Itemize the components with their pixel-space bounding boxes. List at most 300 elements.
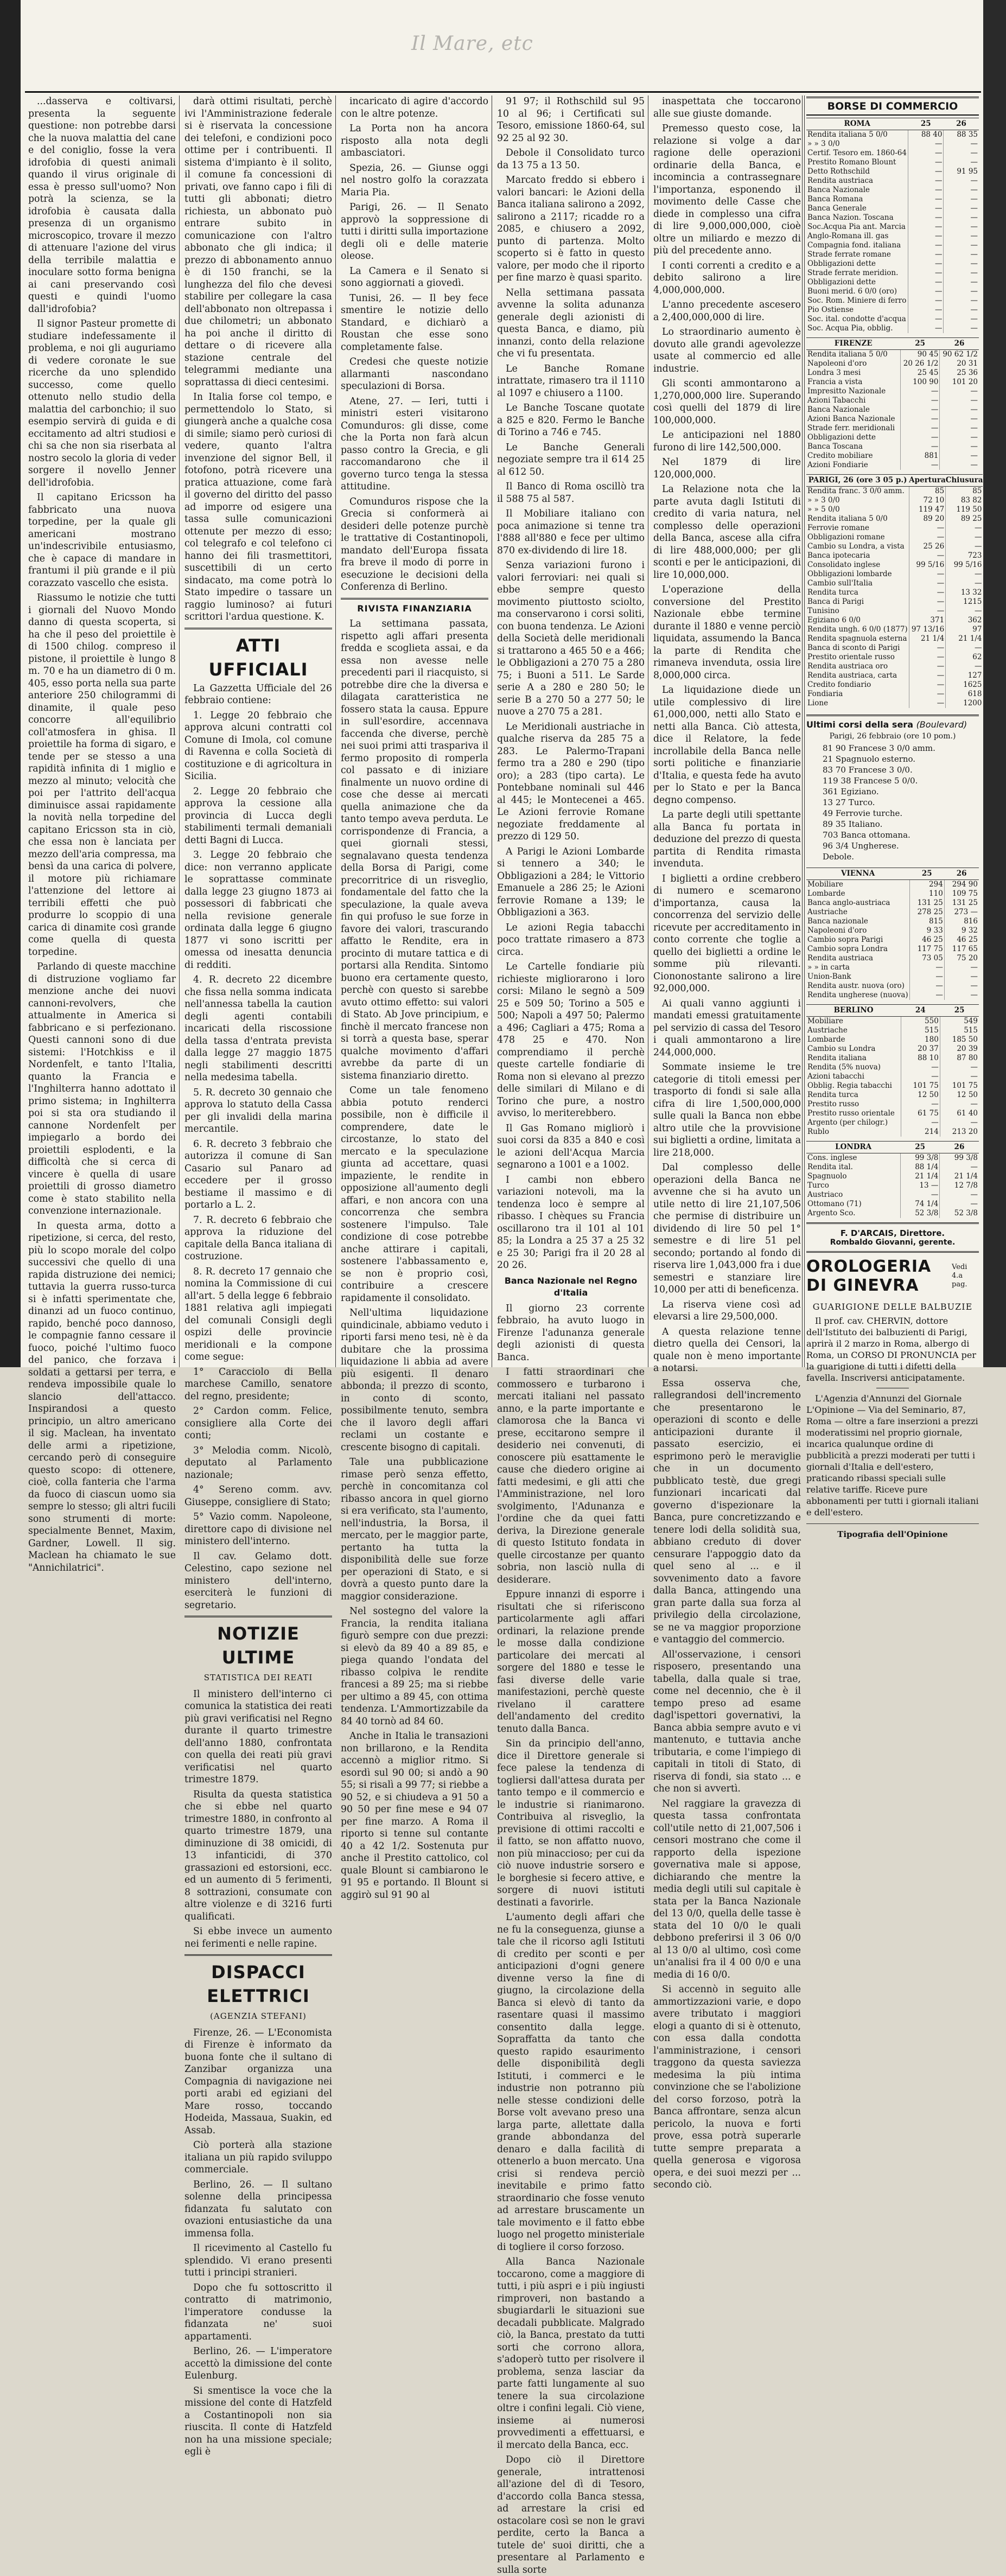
quote-value: — — [944, 241, 979, 250]
berlino-table — [806, 1004, 979, 1137]
quote-value: — — [944, 232, 979, 241]
article-paragraph: Riassumo le notizie che tutti i giornali del Nuovo Mondo danno di questa scoperta, si ha che il peso del proiettile è di 1500 chilog. compreso il pistone, il proiettile è lungo 8 m. 70 e ha un diametro di 0 m. 405, esso porta nella sua parte anteriore 250 chilogrammi di dinamite, il quale peso concorre all'equilibrio coll'atmosfera in ghisa. Il proiettile ha forma di sigaro, e tende per se stesso a una rapidità infinita di 1 miglio e mezzo al minuto; velocità che poi per l'attrito dell'acqua diminuisce assai rapidamente la novità nella torpedine del capitano Ericsson sta in ciò, che essa non è lanciata per mezzo dell'aria compressa, ma bensì da una carica di polvere, il motore più richiamare l'attenzione del lettore ai terribili effetti che può produrre lo scoppio di una carica di dinamite così grande come quella di questa torpedine. — [28, 592, 176, 958]
quote-value: 46 25 — [944, 935, 979, 945]
security-name: Argento Sco. — [806, 1209, 900, 1218]
quote-value: 185 50 — [940, 1035, 979, 1044]
security-name: Austriaco — [806, 1190, 900, 1200]
agenzia-stefani-subheading: (AGENZIA STEFANI) — [184, 2010, 332, 2023]
quote-value: 9 33 — [909, 926, 944, 935]
quote-value: 214 — [901, 1127, 940, 1137]
banca-paragraph: La liquidazione diede un utile complessivo di lire 61,000,000, netti allo Stato e netti alla Banca. Ciò attesta, dice il Relatore, la fede incrollabile della Banca nelle sorti politiche e finanziarie d'Italia, e questa fede ha avuto per lo Stato e per la Banca degno compenso. — [653, 684, 801, 806]
quote-value: — — [944, 213, 979, 222]
security-name: Lombarde — [806, 889, 909, 898]
security-name: Cambio su Londra — [806, 1044, 901, 1054]
market-row — [806, 186, 979, 195]
ultimi-corsi-heading — [806, 715, 979, 730]
atti-item: 2° Cardon comm. Felice, consigliere alla Corte dei conti; — [184, 1405, 332, 1442]
market-row — [806, 981, 979, 991]
market-row — [806, 1109, 979, 1118]
quote-value: — — [908, 324, 944, 333]
security-name: Soc. ital. condotte d'acqua — [806, 315, 908, 324]
quote-value: — — [908, 232, 944, 241]
security-name: Austriache — [806, 1026, 901, 1035]
banca-paragraph: La Relazione nota che la parte avuta dagli Istituti di credito di varia natura, nel complesso delle operazioni della Banca, ascese alla cifra di lire 488,000,000; per gli sconti e per le anticipazioni, di lire 10,000,000. — [653, 483, 801, 581]
dispatch-paragraph: incaricato di agire d'accordo con le altre potenze. — [341, 95, 488, 120]
security-name: Cambio sopra Londra — [806, 945, 909, 954]
security-name: Soc. Acqua Pia, obblig. — [806, 324, 908, 333]
quote-value: 12 50 — [940, 1091, 979, 1100]
quote-value: — — [908, 204, 944, 213]
security-name: Rendita italiana 5 0/0 — [806, 350, 900, 360]
market-row — [806, 315, 979, 324]
banca-paragraph: Ai quali vanno aggiunti i mandati emessi gratuitamente pel servizio di cassa del Tesoro i quali ammontarono a lire 244,000,000. — [653, 998, 801, 1059]
balbuzie-ad — [806, 1302, 979, 1539]
quote-value: — — [900, 433, 940, 442]
market-row — [806, 415, 979, 424]
quote-value: 83 82 — [946, 496, 983, 505]
security-name: Cons. inglese — [806, 1153, 900, 1163]
quote-value: 515 — [901, 1026, 940, 1035]
quote-value: 61 75 — [901, 1109, 940, 1118]
quote-value: 127 — [946, 671, 983, 680]
market-row — [806, 1100, 979, 1109]
security-name: Mobiliare — [806, 1017, 901, 1026]
quote-value: — — [900, 387, 940, 396]
quote-value: — — [900, 405, 940, 415]
quote-value: — — [946, 643, 983, 653]
parigi-table — [806, 474, 983, 708]
banca-paragraph: inaspettata che toccarono alle sue giuste domande. — [653, 95, 801, 120]
quote-value: — — [908, 241, 944, 250]
security-name: Pio Ostiense — [806, 305, 908, 315]
atti-item: 4. R. decreto 22 dicembre che fissa nella somma indicata nell'annessa tabella la caution degli agenti contabili incaricati della riscossione della tassa d'entrata prevista dalla legge 27 maggio 1875 negli stabilimenti descritti nella medesima tabella. — [184, 974, 332, 1084]
quote-value: 119 50 — [946, 505, 983, 514]
security-name: Prestito russo orientale — [806, 1109, 901, 1118]
security-name: Austriache — [806, 908, 909, 917]
market-row — [806, 588, 983, 597]
quote-value: — — [940, 451, 979, 461]
quote-value: — — [908, 195, 944, 204]
quote-value: — — [944, 981, 979, 991]
quote-value: 294 — [909, 880, 944, 890]
quote-value: 273 — — [944, 908, 979, 917]
borse-heading: BORSE DI COMMERCIO — [806, 97, 979, 116]
atti-item: 6. R. decreto 3 febbraio che autorizza il comune di San Casario sul Panaro ad eccedere per il grosso bestiame il massimo e di portarlo a L. 2. — [184, 1138, 332, 1212]
market-header-row — [806, 118, 979, 130]
londra-table — [806, 1141, 979, 1218]
market-row — [806, 1181, 979, 1190]
quote-value: — — [940, 396, 979, 405]
article-paragraph: darà ottimi risultati, perchè ivi l'Amministrazione federale si è riservata la concessione dei telefoni, e condizioni poco ottime per i contribuenti. Il sistema d'impianto è il solito, il comune fa concessioni di privati, ove fanno capo i fili di tutti gli abbonati; dietro richiesta, un abbonato può entrare subito in comunicazione con l'altro abbonato che gli indica; il prezzo di abbonamento annuo è di 150 franchi, se la lunghezza del filo che devesi stabilire per collegare la casa dell'abbonato non oltrepassa i due chilometri; un abbonato ha poi anche il diritto di dettare o di ricevere alla stazione centrale del telegrammi mediante una soprattassa di dieci centesimi. — [184, 95, 332, 388]
market-row — [806, 954, 979, 963]
banca-paragraph: La parte degli utili spettante alla Banca fu portata in deduzione del prezzo di questa partita di Rendita rimasta invenduta. — [653, 809, 801, 870]
market-row — [806, 167, 979, 176]
security-name: Napoleoni d'oro — [806, 926, 909, 935]
market-city: ROMA — [806, 118, 908, 130]
article-paragraph: ...dasserva e coltivarsi, presenta la seguente questione: non potrebbe darsi che la nuova malattia del cane e del coniglio, fosse la vera idrofobia di questi animali quando il virus originale di essa è presso sull'uomo? Non potrà la scienza, se la idrofobia è causata dalla presenza di un organismo microscopico, trovare il mezzo di attenuare l'azione del virus della terribile malattia e inoculare sotto forma benigna ai cani preservando così questi e quindi l'uomo dall'idrofobia? — [28, 95, 176, 315]
column-divider — [179, 95, 180, 1367]
quote-value: — — [944, 278, 979, 287]
column-divider — [804, 95, 805, 1367]
atti-item: 7. R. decreto 6 febbraio che approva la riduzione del capitale della Banca italiana di costruzione. — [184, 1214, 332, 1263]
quote-value: — — [946, 542, 983, 551]
column-divider — [802, 95, 803, 1367]
market-header-row — [806, 1005, 979, 1017]
quote-value: — — [908, 259, 944, 269]
quote-value: — — [944, 222, 979, 232]
banca-paragraph: Lo straordinario aumento è dovuto alle grandi agevolezze usate al commercio ed alle industrie. — [653, 326, 801, 375]
ultimi-row: 81 90 Francese 3 0/0 amm. — [823, 743, 979, 754]
quote-value: 25 45 — [900, 368, 940, 378]
quote-value: 12 7/8 — [940, 1181, 979, 1190]
market-city: LONDRA — [806, 1142, 900, 1153]
market-row — [806, 1209, 979, 1218]
banca-paragraph: Sommate insieme le tre categorie di titoli emessi per trasporto di fondi si sale alla cifra di lire 1,500,000,000 sulle quali la Banca non ebbe altro utile che la provvisione sui biglietti a ordine, limitata a lire 218,000. — [653, 1061, 801, 1159]
agenzia-text: L'Agenzia d'Annunzi del Giornale L'Opinione — Via del Seminario, 87, Roma — oltre a fare inserzioni a prezzi moderatissimi nel proprio giornale, incarica qualunque ordine di pubblicità a prezzi moderati per tutti i giornali d'Italia e dell'estero, praticando ribassi speciali sulle relative tariffe. Riceve pure abbonamenti per tutti i giornali italiani e dell'estero. — [806, 1393, 979, 1518]
quote-value: 1200 — [946, 699, 983, 708]
market-row — [806, 1081, 979, 1091]
quote-value: — — [944, 139, 979, 149]
banca-paragraph: Nel 1879 di lire 120,000,000. — [653, 456, 801, 481]
rivista-paragraph: Le Meridionali austriache in qualche riserva da 285 75 a 283. Le Palermo-Trapani fermo tra a 280 e 290 (tipo oro); a 283 (tipo carta). Le Pontebbane nominali sul 446 al 445; le Montecenei a 465. Le Azioni ferrovie Romane negoziate freddamente al prezzo di 129 50. — [497, 721, 645, 843]
quote-value: 90 45 — [900, 350, 940, 360]
security-name: Buoni merid. 6 0/0 (oro) — [806, 287, 908, 296]
security-name: Rendita (5% nuova) — [806, 1063, 901, 1072]
security-name: Rendita austriaca oro — [806, 662, 909, 671]
market-row — [806, 579, 983, 588]
quote-value: 723 — [946, 551, 983, 560]
security-name: Anglo-Romana ill. gas — [806, 232, 908, 241]
quote-value: — — [909, 972, 944, 981]
quote-value: 75 20 — [944, 954, 979, 963]
quote-value: 62 — [946, 653, 983, 662]
atti-intro: La Gazzetta Ufficiale del 26 febbraio contiene: — [184, 683, 332, 707]
market-row — [806, 442, 979, 451]
quote-value: 550 — [901, 1017, 940, 1026]
banca-paragraph: L'anno precedente ascesero a 2,400,000,000 di lire. — [653, 299, 801, 323]
rivista-paragraph: Il Gas Romano migliorò i suoi corsi da 835 a 840 e così le azioni dell'Acqua Marcia segnarono a 1001 e a 1002. — [497, 1123, 645, 1171]
banca-paragraph: Premesso questo cose, la relazione si volge a dar ragione delle operazioni ordinarie della Banca, e incomincia a contrassegnare l'importanza, esponendo il movimento delle Casse che diede in complesso una cifra di lire 9,000,000,000, cioè oltre un miliardo e mezzo di più del precedente anno. — [653, 123, 801, 257]
quote-value: — — [909, 588, 946, 597]
quote-value: 119 47 — [909, 505, 946, 514]
security-name: Rendita ital. — [806, 1163, 900, 1172]
market-row — [806, 1172, 979, 1181]
security-name: Banca Nazion. Toscana — [806, 213, 908, 222]
banca-nazionale-paragraphs — [497, 1303, 645, 2576]
security-name: Azioni tabacchi — [806, 1072, 901, 1081]
security-name: Rendita italiana 5 0/0 — [806, 130, 908, 140]
banca-paragraph: A questa relazione tenne dietro quella dei Censori, la quale non è meno importante a notarsi. — [653, 1326, 801, 1375]
market-row — [806, 232, 979, 241]
quote-value: 46 25 — [909, 935, 944, 945]
rivista-paragraph: Nella settimana passata avvenne la solita adunanza generale degli azionisti di questa Banca, e diamo, più innanzi, conto della relazione che vi fu presentata. — [497, 287, 645, 360]
dispatch-paragraph: Credesi che queste notizie allarmanti nascondano speculazioni di Borsa. — [341, 356, 488, 393]
market-row — [806, 1072, 979, 1081]
banca-paragraph: All'osservazione, i censori risposero, presentando una tabella, dalla quale si trae, come nel decennio, che è il tempo preso ad esame dagl'ispettori governativi, la Banca abbia sempre avuto e vi mantenuto, e tuttavia anche tributaria, e come l'impiego di capitali in titoli di Stato, di riserva di fondi, sia stato ... e che non si avvertì. — [653, 1649, 801, 1795]
quote-value: 52 3/8 — [940, 1209, 979, 1218]
dispatch-paragraph: Atene, 27. — Ieri, tutti i ministri esteri visitarono Comunduros: gli disse, come che la Porta non farà alcun passo contro la Grecia, e gli raccomandarono che il governo turco tenga la stessa attitudine. — [341, 396, 488, 493]
security-name: Certif. Tesoro em. 1860-64 — [806, 149, 908, 158]
quote-value: — — [944, 287, 979, 296]
quote-value: — — [908, 213, 944, 222]
quote-value: — — [946, 579, 983, 588]
market-header-row — [806, 338, 979, 350]
header-rule — [25, 91, 981, 93]
atti-item: 1. Legge 20 febbraio che approva alcuni contratti col Comune di Imola, col comune di Ravenna e colla Società di costituzione e di agricoltura in Sicilia. — [184, 710, 332, 783]
security-name: Banca nazionale — [806, 917, 909, 926]
quote-value: — — [940, 415, 979, 424]
security-name: Banca di Parigi — [806, 597, 909, 607]
market-row — [806, 259, 979, 269]
quote-value: — — [940, 433, 979, 442]
market-row — [806, 1118, 979, 1127]
banca-paragraph: Alla Banca Nazionale toccarono, come a maggiore di tutti, i più aspri e i più ingiusti rimproveri, non bastando a sbugiardarli le situazioni sue decadali pubblicate. Malgrado ciò, la Banca, prestato da tutti sorti che corrono allora, s'adoperò tutto per risolvere il problema, senza lasciar da parte fatti lungamente al suo tenere la sua circolazione oltre i confini legali. Ciò viene, insieme ai numerosi provvedimenti a effettuarsi, e il mercato della Banca, ecc. — [497, 2256, 645, 2451]
column-1-paragraphs — [28, 95, 176, 1574]
notizie-paragraph: Risulta da questa statistica che si ebbe nel quarto trimestre 1880, in confronto al quarto trimestre 1879, una diminuzione di 38 omicidi, di 13 infanticidi, di 370 grassazioni ed estorsioni, ecc. ed un aumento di 5 ferimenti, 8 sottrazioni, consumate con altre violenze e di 3216 furti qualificati. — [184, 1789, 332, 1923]
column-4-paragraphs — [497, 95, 645, 1272]
quote-value: 117 65 — [944, 945, 979, 954]
quote-value: — — [900, 442, 940, 451]
market-row — [806, 514, 983, 524]
market-date: 25 — [908, 118, 944, 130]
quote-value: — — [909, 524, 946, 533]
security-name: Prestito russo — [806, 1100, 901, 1109]
quote-value: 109 75 — [944, 889, 979, 898]
market-row — [806, 278, 979, 287]
market-date: 25 — [900, 1142, 940, 1153]
quote-value: — — [908, 315, 944, 324]
market-row — [806, 542, 983, 551]
security-name: Rendita italiana — [806, 1054, 901, 1063]
quote-value: 131 25 — [944, 898, 979, 908]
quote-value: — — [940, 424, 979, 433]
ultimi-row: 21 Spagnuolo esterno. — [823, 754, 979, 764]
security-name: Prestito orientale russo — [806, 653, 909, 662]
ultimi-title: Ultimi corsi della sera — [806, 719, 913, 730]
dispacci-heading: DISPACCI ELETTRICI — [184, 1954, 332, 2008]
quote-value: 101 75 — [901, 1081, 940, 1091]
security-name: Fondiaria — [806, 690, 909, 699]
rivista-finanziaria-heading: RIVISTA FINANZIARIA — [341, 598, 488, 615]
quote-value: — — [940, 1100, 979, 1109]
dispatch-paragraph: Tunisi, 26. — Il bey fece smentire le notizie dello Standard, e dichiarò a Roustan che esse sono completamente false. — [341, 292, 488, 354]
quote-value: 294 90 — [944, 880, 979, 890]
quote-value: — — [908, 139, 944, 149]
quote-value: — — [908, 158, 944, 167]
market-row — [806, 880, 979, 890]
article-paragraph: Il signor Pasteur promette di studiare indefessamente il problema, e noi gli auguriamo di vedere coronate le sue ricerche da uno splendido successo, come quello ottenuto nello studio della malattia del carbonchio; il suo esempio servirà di guida e di eccitamento ad altri studiosi e chi sa che non sia riserbata al nostro secolo la gloria di veder sorgere il novello Jenner dell'idrofobia. — [28, 318, 176, 489]
market-row — [806, 533, 983, 542]
security-name: Detto Rothschild — [806, 167, 908, 176]
market-row — [806, 424, 979, 433]
security-name: Rendita austriaca — [806, 176, 908, 186]
column-4 — [497, 95, 645, 1365]
quote-value: 618 — [946, 690, 983, 699]
banca-nazionale-heading: Banca Nazionale nel Regno d'Italia — [497, 1275, 645, 1299]
market-row — [806, 451, 979, 461]
quote-value: — — [944, 963, 979, 972]
atti-item: 3° Melodia comm. Nicolò, deputato al Parlamento nazionale; — [184, 1445, 332, 1482]
quote-value: 99 5/16 — [909, 560, 946, 570]
market-date: 24 — [901, 1005, 940, 1017]
quote-value: — — [908, 287, 944, 296]
quote-value: — — [900, 415, 940, 424]
quote-value: — — [909, 653, 946, 662]
quote-value: 815 — [909, 917, 944, 926]
market-row — [806, 305, 979, 315]
market-row — [806, 926, 979, 935]
ultimi-row: 49 Ferrovie turche. — [823, 808, 979, 819]
column-divider — [335, 95, 336, 1367]
market-row — [806, 287, 979, 296]
bleed-through-text: Il Mare, etc — [411, 33, 552, 56]
market-row — [806, 898, 979, 908]
quote-value: — — [940, 1063, 979, 1072]
market-row — [806, 524, 983, 533]
quote-value: — — [909, 662, 946, 671]
quote-value: 816 — [944, 917, 979, 926]
ultimi-date: Parigi, 26 febbraio (ore 10 pom.) — [806, 732, 979, 741]
security-name: » » in carta — [806, 963, 909, 972]
quote-value: 87 80 — [940, 1054, 979, 1063]
market-row — [806, 680, 983, 690]
quote-value: — — [901, 1100, 940, 1109]
market-date: 25 — [909, 868, 944, 880]
market-row — [806, 625, 983, 634]
quote-value: 101 20 — [940, 378, 979, 387]
quote-value: — — [900, 424, 940, 433]
quote-value: 13 — — [900, 1181, 940, 1190]
banca-paragraph: I biglietti a ordine crebbero di numero e scemarono d'importanza, causa la concorrenza del servizio delle ricevute per accreditamento in conto corrente che toglie a quello dei biglietti a ordine le somme più rilevanti. Ciononostante salirono a lire 92,000,000. — [653, 873, 801, 995]
market-row — [806, 1017, 979, 1026]
banca-paragraph: L'aumento degli affari che ne fu la conseguenza, giunse a tale che il ricorso agli Istituti di credito per sconti e per anticipazioni d'ogni genere divenne verso la fine di giugno, la circolazione della Banca si elevò di tanto da rasentare quasi il massimo consentito dalla legge. Sopraffatta da tanto che questo rapido esaurimento delle disponibilità degli Istituti, i commerci e le industrie non potranno più nelle stesse condizioni delle Borse volt avevano preso una larga parte, allettate dalla grande abbondanza del denaro e dalla facilità di ottenerlo a buon mercato. Una crisi si rendeva perciò inevitabile e primo fatto straordinario che fosse venuto ad arrestare bruscamente un tale movimento e il fatto ebbe luogo nel progetto ministeriale di togliere il corso forzoso. — [497, 1911, 645, 2253]
market-row — [806, 204, 979, 213]
quote-value: 180 — [901, 1035, 940, 1044]
market-row — [806, 699, 983, 708]
dispatch-paragraph: Si smentisce la voce che la missione del conte di Hatzfeld a Costantinopoli non sia riuscita. Il conte di Hatzfeld non ha una missione speciale; egli è — [184, 2385, 332, 2458]
quote-value: 52 3/8 — [900, 1209, 940, 1218]
security-name: Consolidato inglese — [806, 560, 909, 570]
quote-value: 97 13/16 — [909, 625, 946, 634]
rivista-paragraph: Debole il Consolidato turco da 13 75 a 13 50. — [497, 147, 645, 171]
quote-value: — — [901, 1072, 940, 1081]
column-3-dispatches — [341, 95, 488, 594]
security-name: Rendita austr. nuova (oro) — [806, 981, 909, 991]
atti-item: 3. Legge 20 febbraio che dice: non verranno applicate le soprattasse comminate dalla legge 23 giugno 1873 ai possessori di fabbricati che nella revisione generale ordinata dalla legge 6 giugno 1877 vi sono iscritti per omessa od inesatta denuncia di redditi. — [184, 849, 332, 971]
ultimi-row: 13 27 Turco. — [823, 797, 979, 808]
dispacci-paragraphs — [184, 2027, 332, 2458]
ultimi-row: 83 70 Francese 3 0/0. — [823, 764, 979, 775]
rivista-paragraph: Nell'ultima liquidazione quindicinale, abbiamo veduto i riporti farsi meno tesi, nè è da dubitare che la prossima liquidazione li abbia ad avere più esigenti. Il denaro abbonda; il prezzo di sconto, in conto di sconto, possibilmente tenuto, sembra che il lavoro degli affari reclami un costante e crescente bisogno di capitali. — [341, 1307, 488, 1453]
ultimi-row: 89 35 Italiano. — [823, 819, 979, 830]
quote-value: — — [909, 643, 946, 653]
quote-value: — — [909, 570, 946, 579]
market-row — [806, 570, 983, 579]
roma-table — [806, 118, 979, 333]
quote-value: — — [944, 195, 979, 204]
market-row — [806, 634, 983, 643]
security-name: Obbligazioni dette — [806, 278, 908, 287]
market-city: PARIGI, 26 (ore 3 05 p.) — [806, 475, 909, 487]
quote-value: — — [901, 1118, 940, 1127]
banca-paragraph: Si accennò in seguito alle ammortizzazioni varie, e dopo avere tributato i maggiori elogi a quanto di si è ottenuto, con essa dalla condotta l'amministrazione, i censori traggono da questa saviezza medesima la più intima convinzione che se l'abolizione del corso forzoso, potrà la Banca affrontare, senza alcun pericolo, la nuova e forti prove, essa potrà superarle tutte sempre preparata a quella generosa e vigorosa opera, e dei suoi mezzi per ... secondo ciò. — [653, 1984, 801, 2191]
atti-ufficiali-heading: ATTI UFFICIALI — [184, 628, 332, 681]
security-name: Rublo — [806, 1127, 901, 1137]
quote-value: 362 — [946, 616, 983, 625]
quote-value: 61 40 — [940, 1109, 979, 1118]
market-row — [806, 991, 979, 1000]
rivista-paragraph: Le Banche Toscane quotate a 825 e 820. Fermo le Banche di Torino a 746 e 745. — [497, 402, 645, 439]
market-row — [806, 1190, 979, 1200]
banca-paragraph: Il giorno 23 corrente febbraio, ha avuto luogo in Firenze l'adunanza generale degli azionisti di questa Banca. — [497, 1303, 645, 1364]
market-row — [806, 387, 979, 396]
quote-value: 12 50 — [901, 1091, 940, 1100]
quote-value: — — [940, 1072, 979, 1081]
market-row — [806, 653, 983, 662]
rivista-paragraph: Anche in Italia le transazioni non brillarono, e la Rendita accennò a miglior ritmo. Si esordì sul 90 00; si andò a 90 55; si risalì a 99 77; si riebbe a 90 52, e si chiudeva a 91 50 a 90 50 per fine mese e 94 07 per fine marzo. A Roma il riporto si tenne sul contante 40 a 42 1/2. Sostenuta pur anche il Prestito cattolico, col quale Blount si cambiarono le 91 95 e portando. Il Blount si aggirò sul 91 90 al — [341, 1730, 488, 1901]
market-city: BERLINO — [806, 1005, 901, 1017]
rivista-paragraph: Nel sostegno del valore la Francia, la rendita italiana figurò sempre con due prezzi: si elevò da 89 40 a 89 85, e piega quando l'ondata del ribasso colpiva le rendite francesi a 89 25; ma si riebbe per ultimo a 89 45, con ottima tendenza. L'Ammortizzabile da 84 40 tornò ad 84 60. — [341, 1605, 488, 1727]
market-row — [806, 972, 979, 981]
quote-value: 72 10 — [909, 496, 946, 505]
market-row — [806, 487, 983, 496]
ultimi-subtitle: (Boulevard) — [916, 719, 967, 730]
market-row — [806, 1063, 979, 1072]
quote-value: — — [940, 442, 979, 451]
quote-value: — — [944, 991, 979, 1000]
quote-value: 20 26 1/2 — [900, 359, 940, 368]
dispatch-paragraph: Comunduros rispose che la Grecia si conformerà ai desideri delle potenze purchè le trattative di Costantinopoli, mandato dell'Europa fissata fra breve il modo di porre in esecuzione le decisioni della Conferenza di Berlino. — [341, 496, 488, 594]
atti-items — [184, 710, 332, 1612]
gerente-signature: Rombaldo Giovanni, gerente. — [806, 1238, 979, 1247]
quote-value: — — [940, 1118, 979, 1127]
market-date: 26 — [940, 1142, 979, 1153]
balbuzie-text: Il prof. cav. CHERVIN, dottore dell'Istituto dei balbuzienti di Parigi, aprirà il 2 marzo in Roma, albergo di Roma, un CORSO DI PRONUNCIA per la guarigione di tutti i difetti della favella. Inscriversi anticipatamente. — [806, 1315, 979, 1383]
notizie-paragraphs — [184, 1688, 332, 1950]
market-row — [806, 139, 979, 149]
quote-value: — — [909, 607, 946, 616]
security-name: Obbligazioni lombarde — [806, 570, 909, 579]
market-row — [806, 908, 979, 917]
rivista-paragraph: Il Mobiliare italiano con poca animazione si tenne tra l'888 all'880 e fece per ultimo 870 ex-dividendo di lire 18. — [497, 508, 645, 557]
market-row — [806, 433, 979, 442]
banca-paragraph: La riserva viene così ad elevarsi a lire 29,500,000. — [653, 1299, 801, 1323]
quote-value: — — [940, 387, 979, 396]
quote-value: — — [909, 671, 946, 680]
market-row — [806, 1163, 979, 1172]
balbuzie-title: GUARIGIONE DELLE BALBUZIE — [806, 1302, 979, 1312]
security-name: Prestito Romano Blount — [806, 158, 908, 167]
banca-paragraph: Dopo ciò il Direttore generale, intrattenosi all'azione del dì di Tesoro, d'accordo colla Banca stessa, ad arrestare la crisi ed ostacolare così se non le gravi perdite, certo la Banca a tutele de' suoi diritti, che a presentare al Parlamento e sulla sorte — [497, 2454, 645, 2576]
article-paragraph: In questa arma, dotto a ripetizione, si cerca, del resto, più lo scopo morale del colpo successivi che quello di una rapida distruzione dei nemici; tuttavia la guerra russo-turca si è infatti sperimentate che, dinanzi ad un fuoco continuo, rapido, benché poco dannoso, le compagnie fanno cessare il fuoco, poiché l'ultimo fuoco del panico, che forzava i soldati a gettarsi per terra, e rendeva impossibile quale lo slancio dell'attacco. Inspirandosi a questo principio, un altro americano il sig. Maclean, ha inventato delle armi a ripetizione, cercando però di conseguire questo scopo: di ottenere, cioè, colla fanteria che l'arma da fuoco di ciascun uomo sia sempre lo stesso; gli altri fucili sono strumenti di morte: specialmente Bennet, Maxim, Gardner, Lowell. Il sig. Maclean ha chiamato le sue "Annichilatrici". — [28, 1220, 176, 1574]
security-name: Rendita turca — [806, 1091, 901, 1100]
rivista-paragraph: Le Banche Romane intrattate, rimasero tra il 1110 al 1097 e chiusero a 1100. — [497, 363, 645, 400]
notizie-paragraph: Il ministero dell'interno ci comunica la statistica dei reati più gravi verificatisi nel Regno durante il quarto trimestre dell'anno 1880, confrontata con quella dei reati più gravi verificatisi nel quarto trimestre 1879. — [184, 1688, 332, 1786]
security-name: Mobiliare — [806, 880, 909, 890]
rivista-paragraph: Marcato freddo si ebbero i valori bancari: le Azioni della Banca italiana salirono a 2092, salirono a 2117; ricadde ro a 2085, e chiusero a 2092, punto di partenza. Molto scoperto si è fatto in questo valore, per modo che il riporto per fine marzo è quasi sparito. — [497, 174, 645, 284]
quote-value: 88 10 — [901, 1054, 940, 1063]
ultimi-row: Debole. — [823, 851, 979, 862]
quote-value: 1215 — [946, 597, 983, 607]
quote-value: — — [909, 680, 946, 690]
quote-value: — — [909, 963, 944, 972]
security-name: Soc.Acqua Pia ant. Marcia — [806, 222, 908, 232]
security-name: Rendita ungherese (nuova) — [806, 991, 909, 1000]
quote-value: 74 1/4 — [900, 1200, 940, 1209]
banca-paragraph: Essa osserva che, rallegrandosi dell'incremento che presentarono le operazioni di sconto e delle anticipazioni durante il passato esercizio, ei esprimono però le meraviglie che in un documento pubblicato testè, due gregi funzionari incaricati dal governo d'ispezionare la Banca, pure concretizzando e tenere lodi della solidità sua, abbiano creduto di dover censurare l'appoggio dato da quel seno al ... e il sovvenimento dato a favore dalla Banca, attingendo una gran parte dalla sua forza al privilegio della circolazione, se ne va maggior proporzione e vantaggio del commercio. — [653, 1378, 801, 1646]
quote-value: — — [909, 991, 944, 1000]
quote-value: — — [944, 269, 979, 278]
